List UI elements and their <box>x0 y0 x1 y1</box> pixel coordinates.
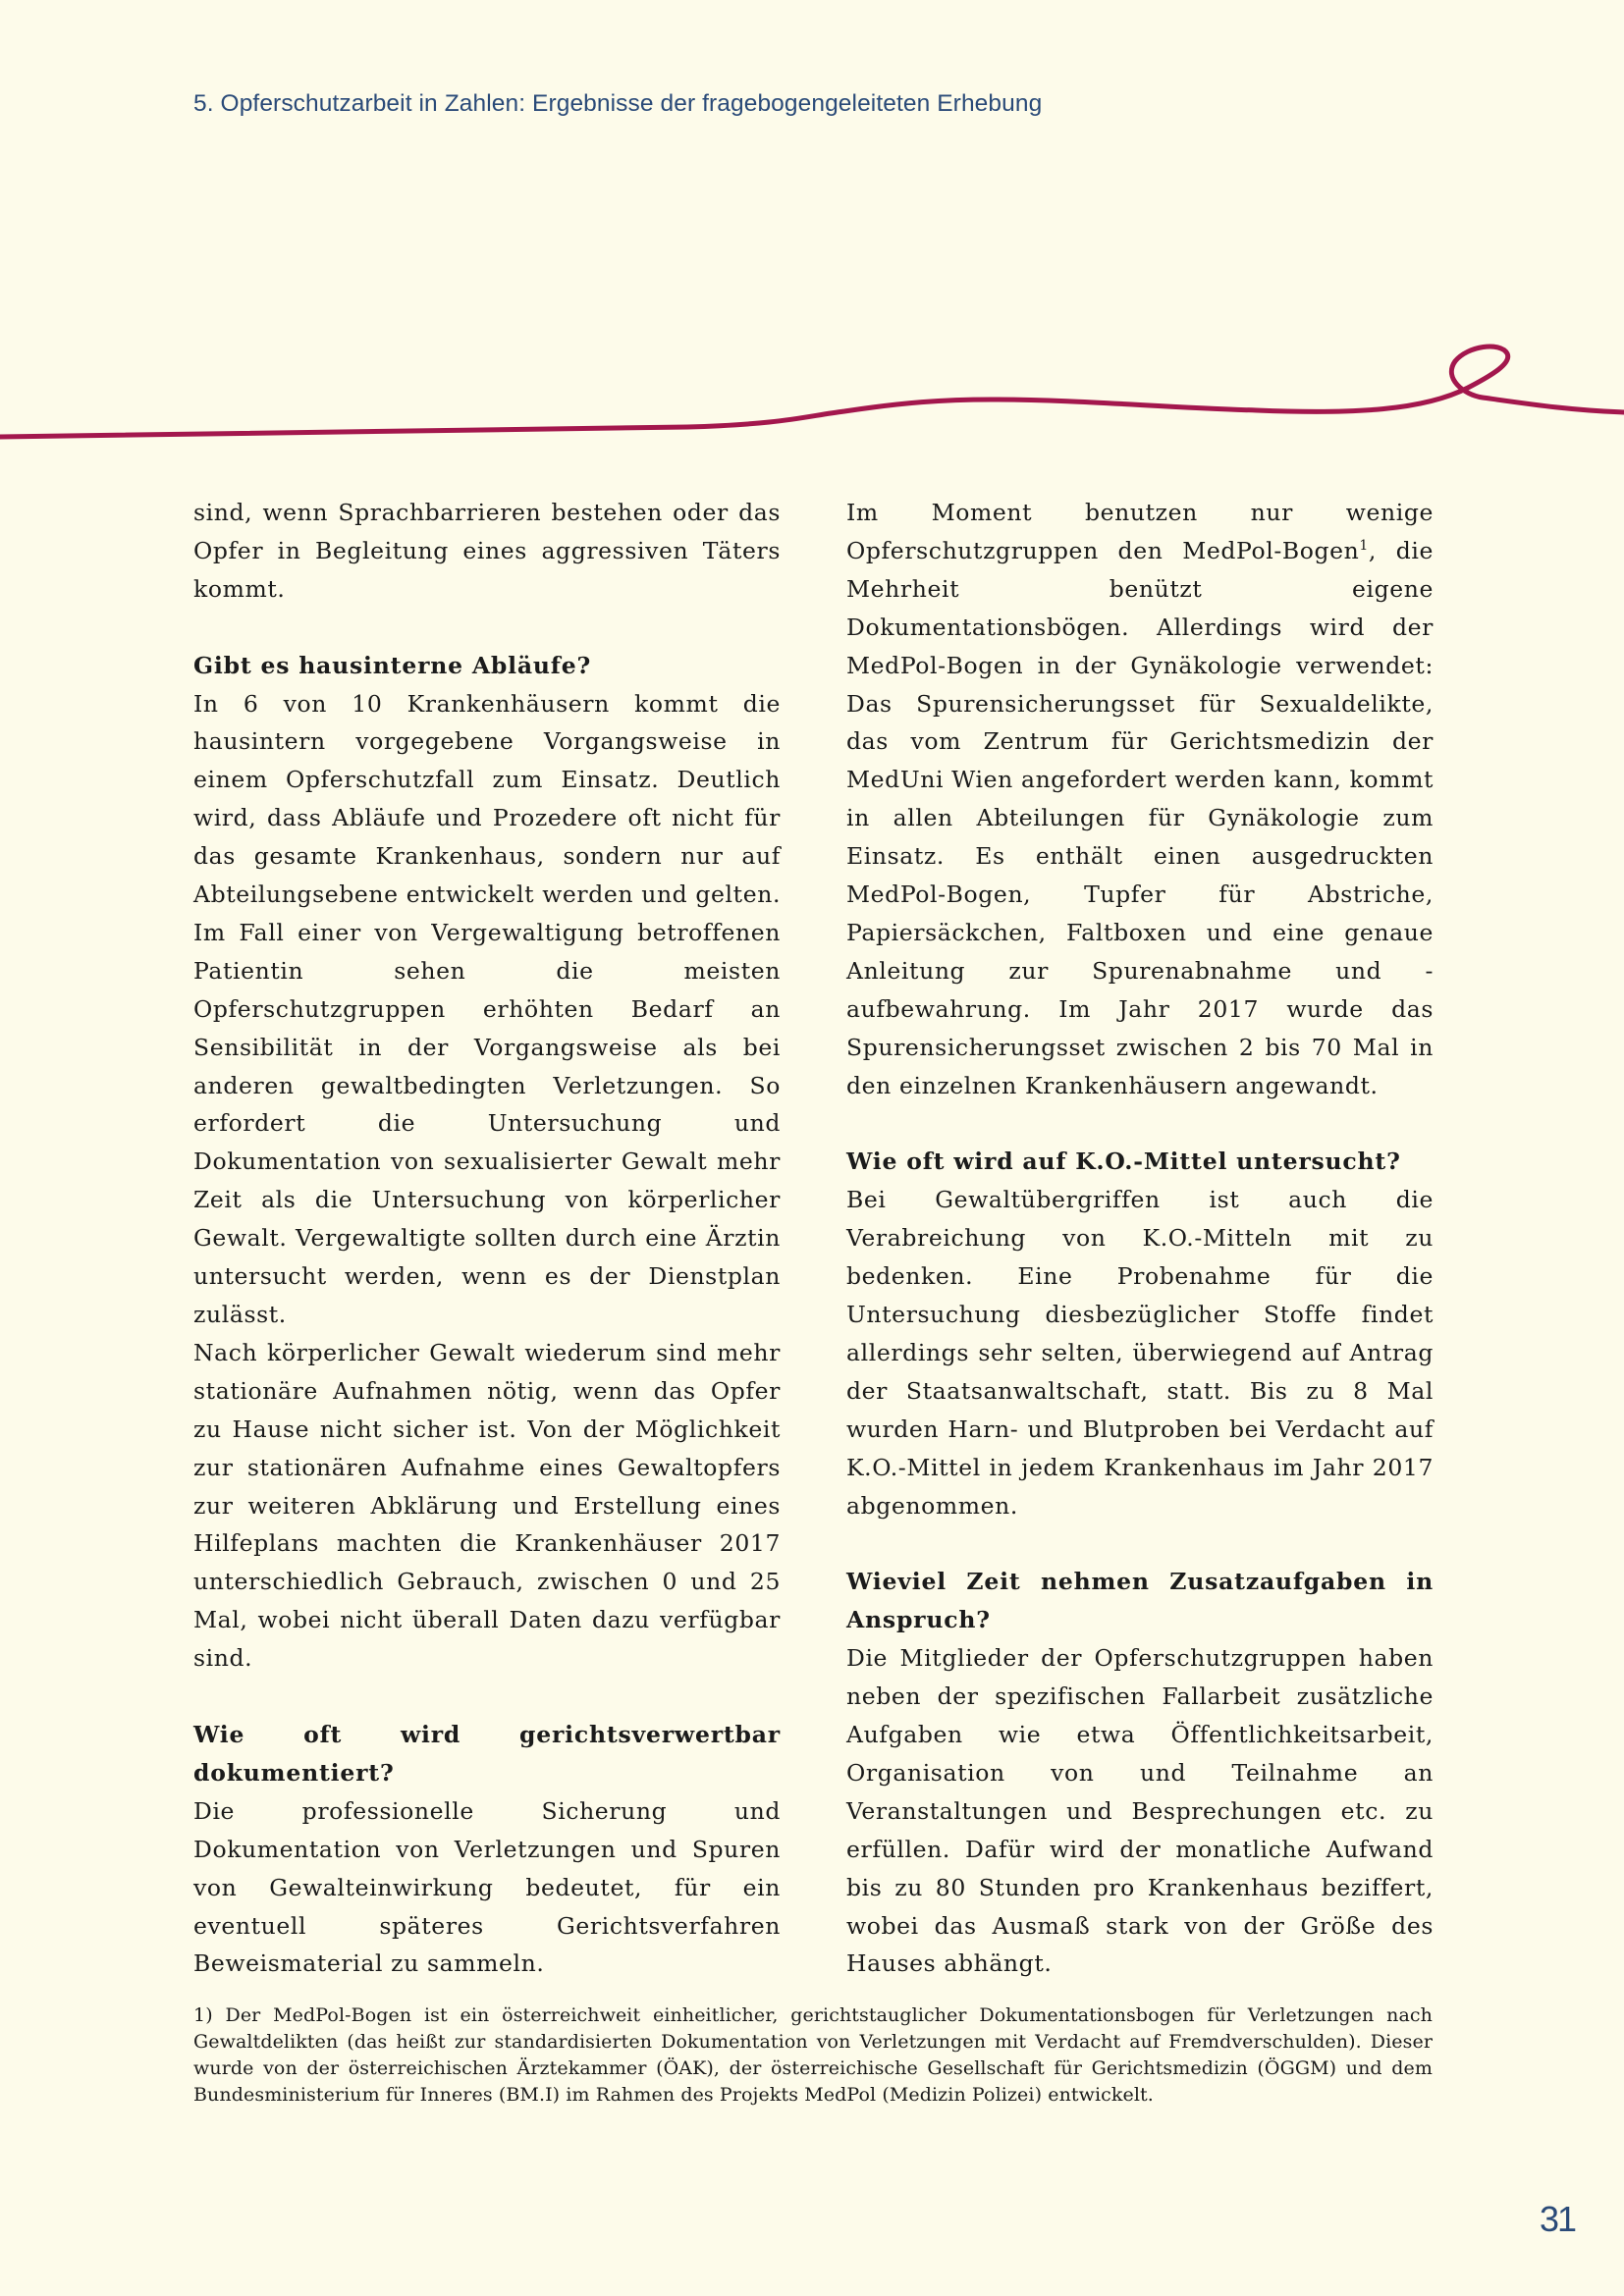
paragraph-text: Im Moment benutzen nur wenige Opferschutzgruppen den MedPol-Bogen <box>846 499 1434 564</box>
paragraph: sind, wenn Sprachbarrieren bestehen oder das Opfer in Begleitung eines aggressiven Täters kommt. <box>193 499 781 603</box>
running-header: 5. Opferschutzarbeit in Zahlen: Ergebnisse der fragebogengeleiteten Erhebung <box>193 90 1043 117</box>
thread-path <box>0 347 1624 437</box>
paragraph: In 6 von 10 Krankenhäusern kommt die hausintern vorgegebene Vorgangsweise in einem Opferschutzfall zum Einsatz. Deutlich wird, dass Abläufe und Prozedere oft nicht für das gesamte Krankenhaus, sondern nur auf Abteilungsebene entwickelt werden und gelten. Im Fall einer von Vergewaltigung betroffenen Patientin sehen die meisten Opferschutzgruppen erhöhten Bedarf an Sensibilität in der Vorgangsweise als bei anderen gewaltbedingten Verletzungen. So erfordert die Untersuchung und Dokumentation von sexualisierter Gewalt mehr Zeit als die Untersuchung von körperlicher Gewalt. Vergewaltigte sollten durch eine Ärztin untersucht werden, wenn es der Dienstplan zulässt. <box>193 689 782 1329</box>
paragraph: Die Mitglieder der Opferschutzgruppen haben neben der spezifischen Fallarbeit zusätzliche Aufgaben wie etwa Öffentlichkeitsarbeit, Organisation von und Teilnahme an Veranstaltungen und Besprechungen etc. zu erfüllen. Dafür wird der monatliche Aufwand bis zu 80 Stunden pro Krankenhaus beziffert, wobei das Ausmaß stark von der Größe des Hauses abhängt. <box>846 1644 1434 1978</box>
paragraph: Die professionelle Sicherung und Dokumentation von Verletzungen und Spuren von Gewalteinwirkung bedeutet, für ein eventuell späteres Gerichtsverfahren Beweismaterial zu sammeln. <box>193 1796 781 1978</box>
section-heading: Wie oft wird auf K.O.-Mittel untersucht? <box>846 1148 1401 1176</box>
footnote-reference: 1 <box>1359 538 1369 555</box>
right-text-column <box>846 494 1434 1983</box>
paragraph: Nach körperlicher Gewalt wiederum sind mehr stationäre Aufnahmen nötig, wenn das Opfer zu Hause nicht sicher ist. Von der Möglichkeit zur stationären Aufnahme eines Gewaltopfers zur weiteren Abklärung und Erstellung eines Hilfeplans machten die Krankenhäuser 2017 unterschiedlich Gebrauch, zwischen 0 und 25 Mal, wobei nicht überall Daten dazu verfügbar sind. <box>193 1338 781 1673</box>
paragraph-text: , die Mehrheit benützt eigene Dokumentationsbögen. Allerdings wird der MedPol-Bogen in der Gynäkologie verwendet: Das Spurensicherungsset für Sexualdelikte, das vom Zentrum für Gerichtsmedizin der MedUni Wien angefordert werden kann, kommt in allen Abteilungen für Gynäkologie zum Einsatz. Es enthält einen ausgedruckten MedPol-Bogen, Tupfer für Abstriche, Papiersäckchen, Faltboxen und eine genaue Anleitung zur Spurenabnahme und -aufbewahrung. Im Jahr 2017 wurde das Spurensicherungsset zwischen 2 bis 70 Mal in den einzelnen Krankenhäusern angewandt. <box>846 536 1434 1099</box>
paragraph <box>846 494 1434 1105</box>
page-number: 31 <box>1540 2199 1576 2239</box>
left-text-column <box>193 494 781 1983</box>
paragraph: Bei Gewaltübergriffen ist auch die Verabreichung von K.O.-Mitteln mit zu bedenken. Eine Probenahme für die Untersuchung diesbezüglicher Stoffe findet allerdings sehr selten, überwiegend auf Antrag der Staatsanwaltschaft, statt. Bis zu 8 Mal wurden Harn- und Blutproben bei Verdacht auf K.O.-Mittel in jedem Krankenhaus im Jahr 2017 abgenommen. <box>846 1186 1434 1520</box>
footnote: 1) Der MedPol-Bogen ist ein österreichweit einheitlicher, gerichtstauglicher Dokumentationsbogen für Verletzungen nach Gewaltdelikten (das heißt zur standardisierten Dokumentation von Verletzungen mit Verdacht auf Fremdverschulden). Dieser wurde von der österreichischen Ärztekammer (ÖAK), der österreichische Gesellschaft für Gerichtsmedizin (ÖGGM) und dem Bundesministerium für Inneres (BM.I) im Rahmen des Projekts MedPol (Medizin Polizei) entwickelt. <box>193 2004 1433 2106</box>
section-heading: Wie oft wird gerichtsverwertbar dokumentiert? <box>193 1720 781 1787</box>
section-heading: Gibt es hausinterne Abläufe? <box>193 651 592 679</box>
section-heading: Wieviel Zeit nehmen Zusatzaufgaben in Anspruch? <box>846 1568 1434 1634</box>
decorative-thread-line <box>0 344 1624 452</box>
